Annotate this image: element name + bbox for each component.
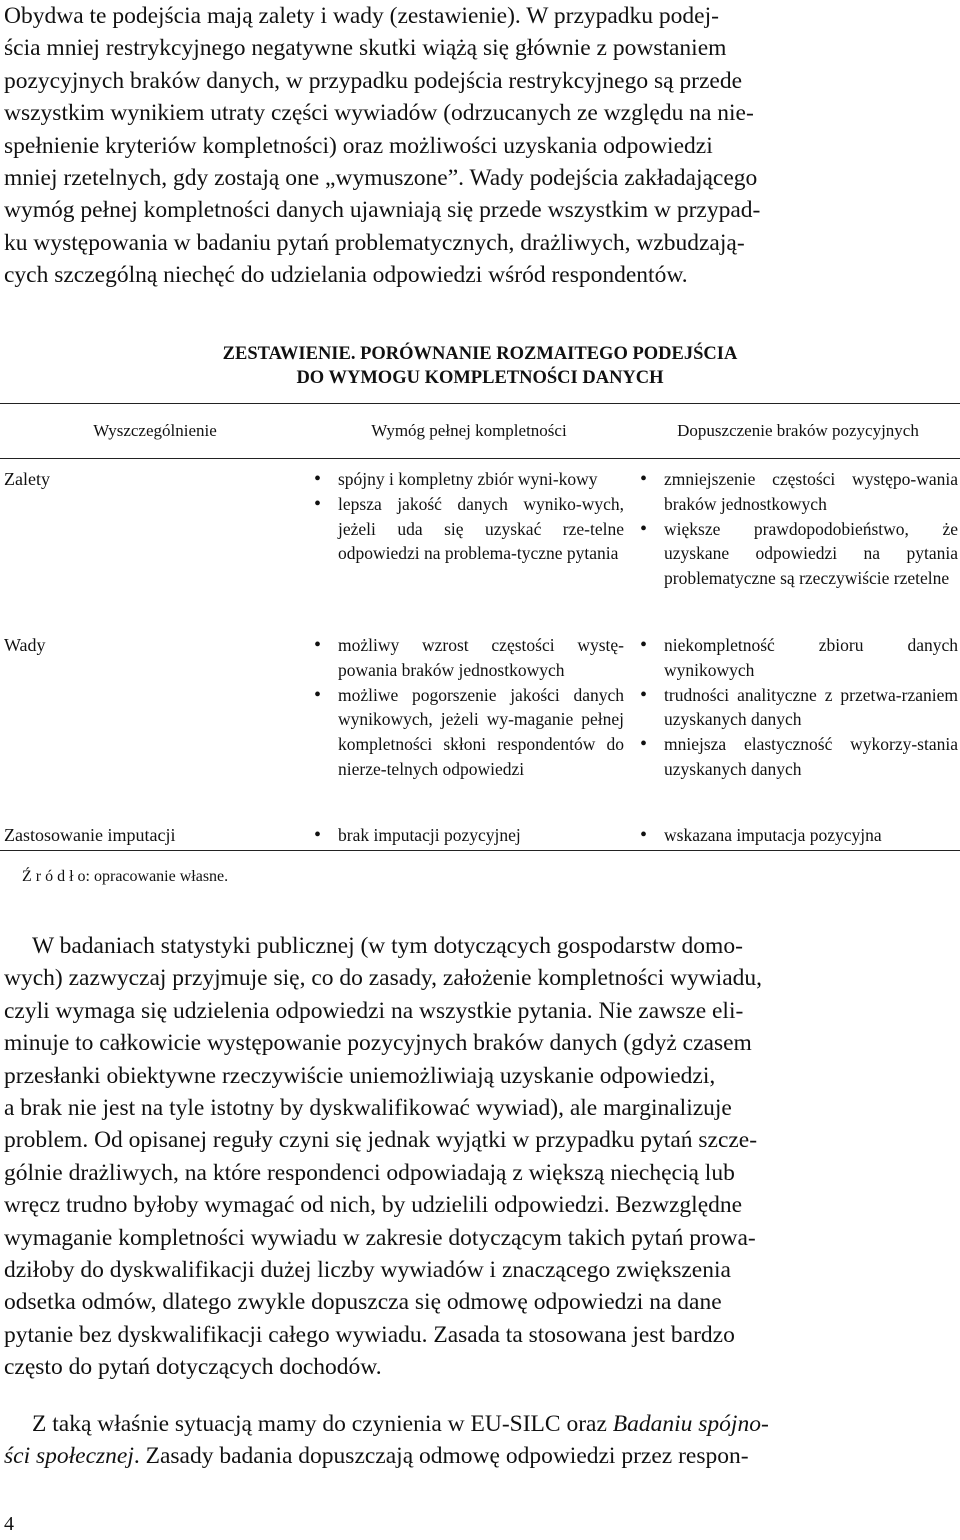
row-label-disadvantages: Wady (4, 635, 46, 655)
paragraph-advantages-disadvantages (4, 0, 956, 292)
survey-title-continued: ści społecznej (4, 1443, 134, 1470)
list-item: • trudności analityczne z przetwa-rzaniem uzyskanych danych (640, 683, 958, 733)
table-bottom-rule (0, 850, 960, 851)
list-item: • mniejsza elastyczność wykorzy-stania uzyskanych danych (640, 732, 958, 782)
text-line: wszystkim wynikiem utraty części wywiadów (odrzucanych ze względu na nie- (4, 100, 754, 127)
table-top-rule (0, 403, 960, 404)
list-item: • możliwe pogorszenie jakości danych wynikowych, jeżeli wy-maganie pełnej kompletności skłoni respondentów do nierze-telnych odpowiedzi (314, 683, 624, 782)
header-bottom-rule (0, 458, 960, 459)
text-line: czyli wymaga się udzielenia odpowiedzi na wszystkie pytania. Nie zawsze eli- (4, 997, 744, 1024)
list-item: • lepsza jakość danych wyniko-wych, jeżeli uda się uzyskać rze-telne odpowiedzi na problema-tyczne pytania (314, 492, 624, 566)
text-line: pozycyjnych braków danych, w przypadku podejścia restrykcyjnego są przede (4, 67, 743, 94)
list-item: • zmniejszenie częstości występo-wania braków jednostkowych (640, 467, 958, 517)
row-label-imputation: Zastosowanie imputacji (4, 825, 176, 845)
table-title-line-1: ZESTAWIENIE. PORÓWNANIE ROZMAITEGO PODEJŚCIA (222, 344, 738, 364)
paragraph-text: Z taką właśnie sytuacją mamy do czynienia w EU-SILC oraz (32, 1411, 613, 1437)
disadvantages-full-completeness (314, 633, 624, 782)
row-label-advantages: Zalety (4, 469, 50, 489)
text-line: ścia mniej restrykcyjnego negatywne skutki wiążą się głównie z powstaniem (4, 35, 727, 62)
text-line: odsetka odmów, dlatego zwykle dopuszcza się odmowę odpowiedzi na dane (4, 1289, 722, 1316)
text-line: wręcz trudno byłoby wymagać od nich, by udzielili odpowiedzi. Bezwzględne (4, 1192, 743, 1219)
header-specification: Wyszczególnienie (93, 421, 217, 440)
disadvantages-item-nonresponse (640, 633, 958, 782)
text-line: Obydwa te podejścia mają zalety i wady (zestawienie). W przypadku podej- (4, 3, 719, 29)
list-item: • niekompletność zbioru danych wynikowych (640, 633, 958, 683)
list-item: • możliwy wzrost częstości wystę-powania braków jednostkowych (314, 633, 624, 683)
page-number: 4 (4, 1513, 14, 1535)
paragraph-text: . Zasady badania dopuszczają odmowę odpowiedzi przez respon- (133, 1443, 749, 1470)
table-source-note: Ź r ó d ł o: opracowanie własne. (22, 868, 229, 885)
list-item: • spójny i kompletny zbiór wyni-kowy (314, 467, 624, 492)
text-line: dziłoby do dyskwalifikacji dużej liczby wywiadów i znaczącego zwiększenia (4, 1257, 731, 1284)
text-line: wych) zazwyczaj przyjmuje się, co do zasady, założenie kompletności wywiadu, (4, 965, 763, 992)
text-line: często do pytań dotyczących dochodów. (4, 1354, 382, 1381)
header-full-completeness: Wymóg pełnej kompletności (371, 421, 567, 440)
list-item: • brak imputacji pozycyjnej (314, 823, 624, 848)
survey-title: Badaniu spójno- (612, 1411, 769, 1437)
text-line: spełnienie kryteriów kompletności) oraz możliwości uzyskania odpowiedzi (4, 132, 713, 159)
advantages-full-completeness (314, 467, 624, 566)
text-line: minuje to całkowicie występowanie pozycyjnych braków danych (gdyż czasem (4, 1030, 752, 1057)
imputation-full-completeness (314, 823, 624, 848)
text-line: ku występowania w badaniu pytań problematycznych, drażliwych, wzbudzają- (4, 229, 745, 256)
table-title-line-2: DO WYMOGU KOMPLETNOŚCI DANYCH (296, 368, 664, 388)
header-item-nonresponse: Dopuszczenie braków pozycyjnych (677, 421, 919, 440)
text-line: cych szczególną niechęć do udzielania odpowiedzi wśród respondentów. (4, 262, 688, 289)
advantages-item-nonresponse (640, 467, 958, 591)
text-line: a brak nie jest na tyle istotny by dyskwalifikować wywiad), ale marginalizuje (4, 1095, 732, 1122)
text-line: przesłanki obiektywne rzeczywiście uniemożliwiają uzyskanie odpowiedzi, (4, 1062, 716, 1089)
text-line: wymóg pełnej kompletności danych ujawniają się przede wszystkim w przypad- (4, 197, 761, 224)
text-line: wymaganie kompletności wywiadu w zakresie dotyczącym takich pytań prowa- (4, 1224, 756, 1251)
text-line: mniej rzetelnych, gdy zostają one „wymuszone”. Wady podejścia zakładającego (4, 165, 758, 192)
text-line: gólnie drażliwych, na które respondenci odpowiadają z większą niechęcią lub (4, 1159, 735, 1186)
paragraph-eu-silc (4, 1408, 956, 1473)
table-title (0, 342, 960, 390)
paragraph-public-statistics (4, 930, 956, 1384)
imputation-item-nonresponse (640, 823, 958, 848)
list-item: • wskazana imputacja pozycyjna (640, 823, 958, 848)
text-line: problem. Od opisanej reguły czyni się jednak wyjątki w przypadku pytań szcze- (4, 1127, 758, 1154)
text-line: W badaniach statystyki publicznej (w tym dotyczących gospodarstw domo- (32, 933, 743, 959)
text-line: pytanie bez dyskwalifikacji całego wywiadu. Zasada ta stosowana jest bardzo (4, 1321, 735, 1348)
list-item: • większe prawdopodobieństwo, że uzyskane odpowiedzi na pytania problematyczne są rzeczywiście rzetelne (640, 517, 958, 591)
